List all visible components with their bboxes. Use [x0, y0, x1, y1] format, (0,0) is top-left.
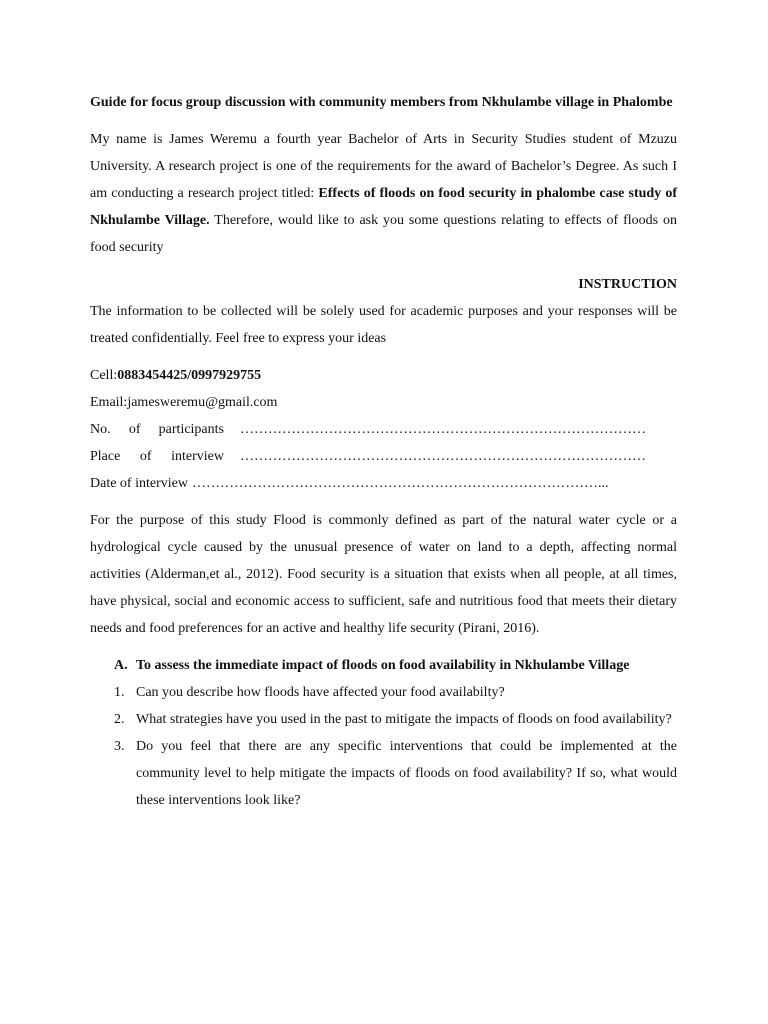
question-list [90, 679, 677, 814]
participants-field [90, 416, 677, 443]
date-blank: ……………………………………………………………………………... [191, 476, 609, 491]
place-word-3: interview [171, 449, 224, 464]
place-word-1: Place [90, 449, 121, 464]
question-text: What strategies have you used in the past to mitigate the impacts of floods on food availability? [136, 712, 672, 727]
question-number: 3. [114, 739, 125, 754]
document-page [90, 89, 677, 814]
question-number: 2. [114, 712, 125, 727]
email-line: Email:jamesweremu@gmail.com [90, 395, 278, 410]
place-label [90, 443, 224, 470]
cell-label: Cell: [90, 368, 118, 383]
cell-line [90, 362, 677, 389]
participants-word-2: of [128, 422, 141, 437]
place-field [90, 443, 677, 470]
question-text: Do you feel that there are any specific interventions that could be implemented at the community level to help mitigate the impacts of floods on food availability? If so, what would these interventions look like? [136, 739, 677, 808]
question-item [90, 733, 677, 814]
question-text: Can you describe how floods have affected your food availabilty? [136, 685, 505, 700]
place-word-2: of [139, 449, 152, 464]
intro-text-2: Therefore, would like to ask you some questions relating to effects of floods on food security [90, 213, 677, 255]
date-label: Date of interview [90, 476, 188, 491]
intro-paragraph [90, 126, 677, 261]
definitions-paragraph: For the purpose of this study Flood is commonly defined as part of the natural water cycle or a hydrological cycle caused by the unusual presence of water on land to a depth, affecting normal activities (Alderman,et al., 2012). Food security is a situation that exists when all people, at all times, have physical, social and economic access to sufficient, safe and nutritious food that meets their dietary needs and food preferences for an active and healthy life security (Pirani, 2016). [90, 513, 677, 636]
participants-word-1: No. [90, 422, 111, 437]
instruction-text: The information to be collected will be solely used for academic purposes and your responses will be treated confidentially. Feel free to express your ideas [90, 304, 677, 346]
question-item [90, 679, 677, 706]
instruction-heading: INSTRUCTION [578, 277, 677, 292]
participants-label [90, 416, 224, 443]
project-title: Effects of floods on food security in phalombe case study of Nkhulambe Village. [90, 186, 677, 228]
section-a-heading [90, 652, 677, 679]
section-a-letter: A. [114, 658, 128, 673]
question-number: 1. [114, 685, 125, 700]
section-a-title: To assess the immediate impact of floods on food availability in Nkhulambe Village [136, 658, 630, 673]
question-item [90, 706, 677, 733]
cell-number: 0883454425/0997929755 [117, 368, 262, 383]
participants-blank: …………………………………………………………………………… [240, 422, 646, 437]
date-field [90, 470, 677, 497]
document-heading: Guide for focus group discussion with community members from Nkhulambe village in Phalombe [90, 95, 673, 110]
place-blank: …………………………………………………………………………… [240, 449, 646, 464]
intro-text-1: My name is James Weremu a fourth year Bachelor of Arts in Security Studies student of Mzuzu University. A research project is one of the requirements for the award of Bachelor’s Degree. As such I am conducting a research project titled: [90, 132, 677, 201]
participants-word-3: participants [158, 422, 224, 437]
